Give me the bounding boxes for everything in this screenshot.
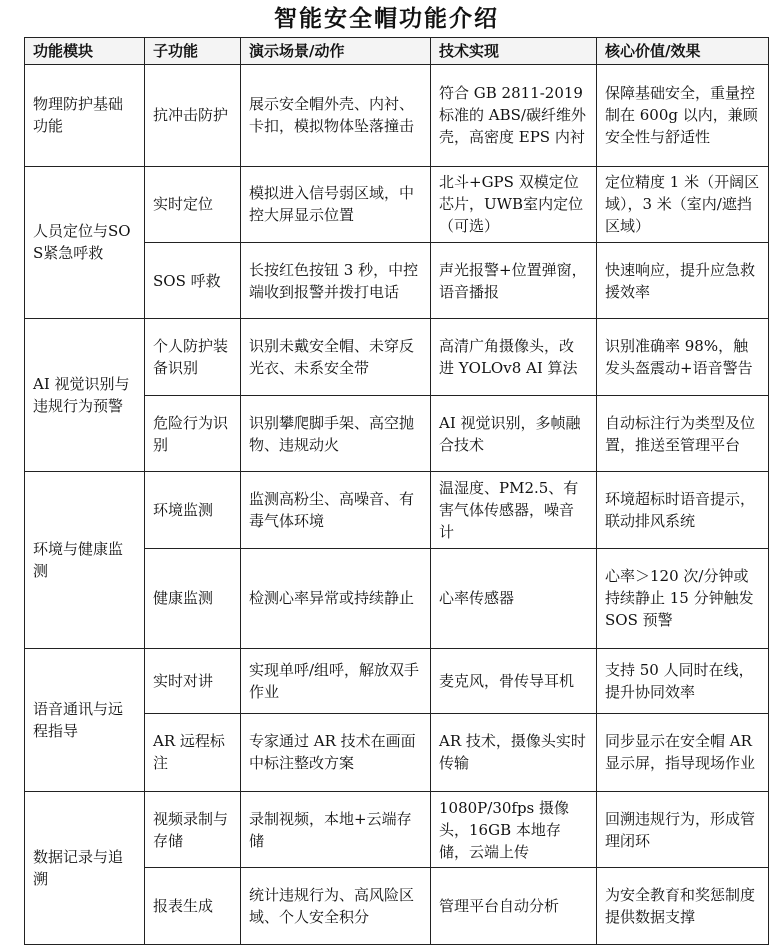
tech-cell: 管理平台自动分析 [431, 868, 597, 945]
scene-cell: 监测高粉尘、高噪音、有毒气体环境 [241, 472, 431, 548]
table-row [25, 166, 769, 242]
value-cell: 回溯违规行为，形成管理闭环 [597, 792, 769, 868]
feature-table [24, 37, 769, 945]
value-cell: 快速响应，提升应急救援效率 [597, 242, 769, 318]
sub-function-cell: 实时对讲 [145, 649, 241, 713]
header-scene: 演示场景/动作 [241, 38, 431, 65]
sub-function-cell: AR 远程标注 [145, 713, 241, 791]
sub-function-cell: 实时定位 [145, 166, 241, 242]
sub-function-cell: 个人防护装备识别 [145, 319, 241, 395]
sub-function-cell: 报表生成 [145, 868, 241, 945]
scene-cell: 专家通过 AR 技术在画面中标注整改方案 [241, 713, 431, 791]
table-row [25, 319, 769, 395]
module-cell: 物理防护基础功能 [25, 65, 145, 167]
sub-function-cell: 健康监测 [145, 548, 241, 649]
header-tech: 技术实现 [431, 38, 597, 65]
sub-function-cell: 环境监测 [145, 472, 241, 548]
tech-cell: 声光报警+位置弹窗，语音播报 [431, 242, 597, 318]
scene-cell: 统计违规行为、高风险区域、个人安全积分 [241, 868, 431, 945]
table-row [25, 65, 769, 167]
table-row [25, 792, 769, 868]
header-value: 核心价值/效果 [597, 38, 769, 65]
tech-cell: 1080P/30fps 摄像头，16GB 本地存储，云端上传 [431, 792, 597, 868]
module-cell: 环境与健康监测 [25, 472, 145, 649]
value-cell: 保障基础安全，重量控制在 600g 以内，兼顾安全性与舒适性 [597, 65, 769, 167]
tech-cell: AI 视觉识别，多帧融合技术 [431, 395, 597, 471]
sub-function-cell: 抗冲击防护 [145, 65, 241, 167]
tech-cell: 高清广角摄像头，改进 YOLOv8 AI 算法 [431, 319, 597, 395]
tech-cell: 麦克风，骨传导耳机 [431, 649, 597, 713]
scene-cell: 录制视频，本地+云端存储 [241, 792, 431, 868]
value-cell: 识别准确率 98%，触发头盔震动+语音警告 [597, 319, 769, 395]
tech-cell: 北斗+GPS 双模定位芯片，UWB室内定位（可选） [431, 166, 597, 242]
value-cell: 自动标注行为类型及位置，推送至管理平台 [597, 395, 769, 471]
sub-function-cell: 视频录制与存储 [145, 792, 241, 868]
module-cell: 人员定位与SOS紧急呼救 [25, 166, 145, 319]
tech-cell: AR 技术，摄像头实时传输 [431, 713, 597, 791]
tech-cell: 心率传感器 [431, 548, 597, 649]
tech-cell: 符合 GB 2811-2019 标准的 ABS/碳纤维外壳，高密度 EPS 内衬 [431, 65, 597, 167]
value-cell: 定位精度 1 米（开阔区域），3 米（室内/遮挡区域） [597, 166, 769, 242]
module-cell: 语音通讯与远程指导 [25, 649, 145, 792]
header-sub-function: 子功能 [145, 38, 241, 65]
table-header-row [25, 38, 769, 65]
module-cell: 数据记录与追溯 [25, 792, 145, 945]
scene-cell: 识别攀爬脚手架、高空抛物、违规动火 [241, 395, 431, 471]
table-row [25, 472, 769, 548]
tech-cell: 温湿度、PM2.5、有害气体传感器，噪音计 [431, 472, 597, 548]
scene-cell: 模拟进入信号弱区域，中控大屏显示位置 [241, 166, 431, 242]
header-module: 功能模块 [25, 38, 145, 65]
scene-cell: 长按红色按钮 3 秒，中控端收到报警并拨打电话 [241, 242, 431, 318]
scene-cell: 识别未戴安全帽、未穿反光衣、未系安全带 [241, 319, 431, 395]
value-cell: 支持 50 人同时在线，提升协同效率 [597, 649, 769, 713]
value-cell: 为安全教育和奖惩制度提供数据支撑 [597, 868, 769, 945]
scene-cell: 实现单呼/组呼，解放双手作业 [241, 649, 431, 713]
scene-cell: 展示安全帽外壳、内衬、卡扣，模拟物体坠落撞击 [241, 65, 431, 167]
module-cell: AI 视觉识别与违规行为预警 [25, 319, 145, 472]
value-cell: 环境超标时语音提示，联动排风系统 [597, 472, 769, 548]
sub-function-cell: SOS 呼救 [145, 242, 241, 318]
document-title: 智能安全帽功能介绍 [274, 5, 499, 32]
scene-cell: 检测心率异常或持续静止 [241, 548, 431, 649]
table-row [25, 649, 769, 713]
sub-function-cell: 危险行为识别 [145, 395, 241, 471]
value-cell: 同步显示在安全帽 AR 显示屏，指导现场作业 [597, 713, 769, 791]
value-cell: 心率＞120 次/分钟或持续静止 15 分钟触发 SOS 预警 [597, 548, 769, 649]
